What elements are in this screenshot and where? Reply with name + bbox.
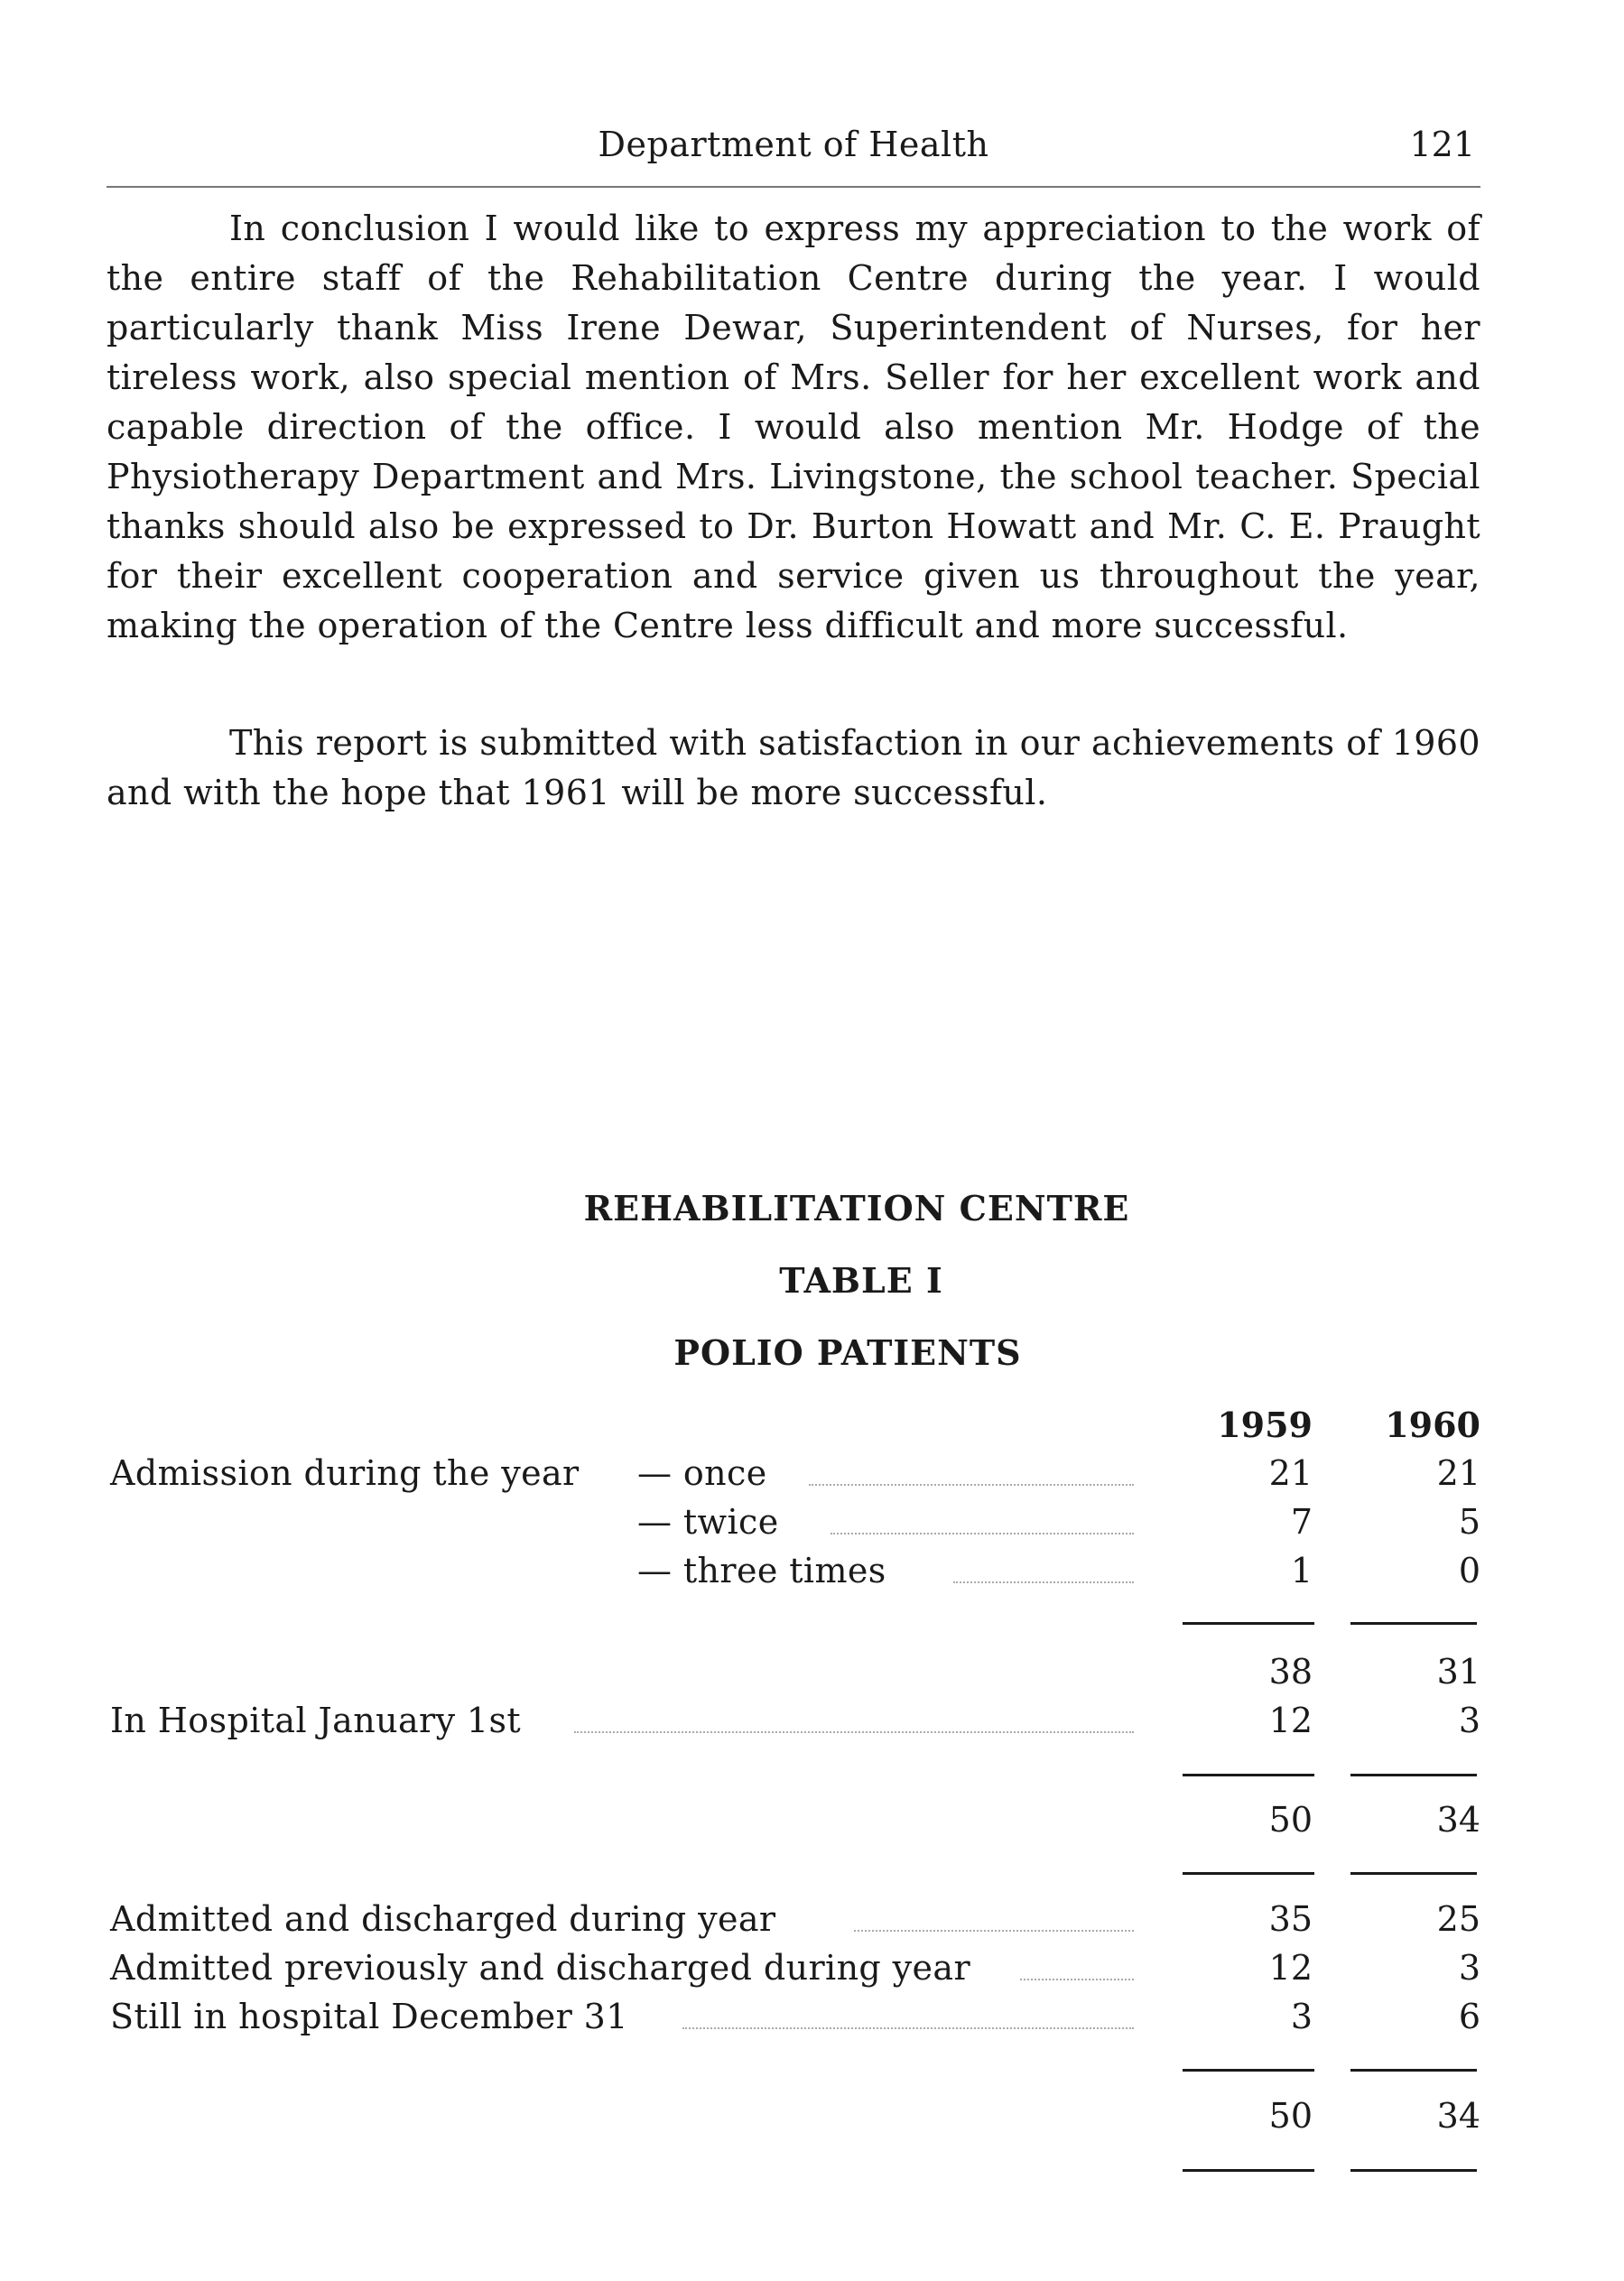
total-1959: 50 — [1268, 2096, 1313, 2136]
column-header-row — [0, 1405, 1624, 1454]
table-row — [0, 1502, 1624, 1552]
total-row — [0, 2096, 1624, 2146]
dot-leaders — [1020, 1975, 1134, 1980]
sum-rule — [1350, 1622, 1477, 1625]
value-1960: 6 — [1458, 1997, 1480, 2036]
sum-rule — [1183, 1774, 1314, 1776]
sum-rule — [1350, 1872, 1477, 1875]
sum-rule — [1183, 2069, 1314, 2072]
closing-paragraph: This report is submitted with satisfaction in our achievements of 1960 and with the hope that 1961 will be more successful. — [107, 723, 1480, 812]
header-divider — [107, 186, 1480, 188]
value-1959: 35 — [1268, 1899, 1313, 1939]
running-header — [107, 125, 1480, 181]
value-1959: 12 — [1268, 1701, 1313, 1740]
value-1959: 7 — [1290, 1502, 1313, 1542]
sum-rule — [1350, 1774, 1477, 1776]
table-row — [0, 1899, 1624, 1949]
sum-rule — [1183, 2169, 1314, 2172]
dot-leaders — [809, 1480, 1134, 1486]
dot-leaders — [831, 1529, 1134, 1535]
value-1960: 5 — [1458, 1502, 1480, 1542]
total-1959: 50 — [1268, 1800, 1313, 1840]
header-title: Department of Health — [598, 125, 989, 164]
table-subtitle: POLIO PATIENTS — [673, 1332, 1022, 1373]
value-1960: 3 — [1458, 1701, 1480, 1740]
dot-leaders — [854, 1926, 1134, 1932]
conclusion-paragraph: In conclusion I would like to express my appreciation to the work of the entire staff of the Rehabilitation Centre during the year. I would particularly thank Miss Irene Dewar, Superintendent of Nurses, for her tireless work, also special mention of Mrs. Seller for her excellent work and capable direction of the office. I would also mention Mr. Hodge of the Physiotherapy Department and Mrs. Livingstone, the school teacher. Special thanks should also be expressed to Dr. Burton Howatt and Mr. C. E. Praught for their excellent cooperation and service given us throughout the year, making the operation of the Centre less difficult and more successful. — [107, 209, 1480, 645]
value-1959: 1 — [1290, 1551, 1313, 1590]
admission-label: Admission during the year — [110, 1453, 580, 1493]
column-header-1959: 1959 — [1217, 1405, 1313, 1445]
value-1960: 3 — [1458, 1948, 1480, 1988]
row-label: — twice — [637, 1502, 779, 1542]
subtotal-1959: 38 — [1268, 1652, 1313, 1692]
row-label: Admitted previously and discharged during year — [110, 1948, 971, 1988]
table-row — [0, 1453, 1624, 1503]
subtotal-row — [0, 1652, 1624, 1701]
table-row — [0, 1701, 1624, 1750]
table-row — [0, 1948, 1624, 1998]
column-header-1960: 1960 — [1385, 1405, 1480, 1445]
page-number: 121 — [1409, 125, 1475, 164]
dot-leaders — [574, 1728, 1134, 1733]
table-number: TABLE I — [779, 1260, 943, 1301]
dot-leaders — [682, 2024, 1134, 2029]
sum-rule — [1183, 1872, 1314, 1875]
dot-leaders — [953, 1578, 1134, 1583]
row-label: Admitted and discharged during year — [110, 1899, 776, 1939]
sum-rule — [1350, 2169, 1477, 2172]
sum-rule — [1183, 1622, 1314, 1625]
value-1959: 3 — [1290, 1997, 1313, 2036]
subtotal-1960: 31 — [1436, 1652, 1480, 1692]
row-label: — three times — [637, 1551, 886, 1590]
row-label: Still in hospital December 31 — [110, 1997, 628, 2036]
value-1959: 12 — [1268, 1948, 1313, 1988]
value-1960: 21 — [1436, 1453, 1480, 1493]
value-1960: 0 — [1458, 1551, 1480, 1590]
section-title: REHABILITATION CENTRE — [583, 1188, 1130, 1229]
total-1960: 34 — [1436, 2096, 1480, 2136]
sum-rule — [1350, 2069, 1477, 2072]
total-row — [0, 1800, 1624, 1850]
value-1959: 21 — [1268, 1453, 1313, 1493]
total-1960: 34 — [1436, 1800, 1480, 1840]
row-label: In Hospital January 1st — [110, 1701, 522, 1740]
table-row — [0, 1551, 1624, 1600]
table-row — [0, 1997, 1624, 2046]
row-label: — once — [637, 1453, 767, 1493]
value-1960: 25 — [1436, 1899, 1480, 1939]
